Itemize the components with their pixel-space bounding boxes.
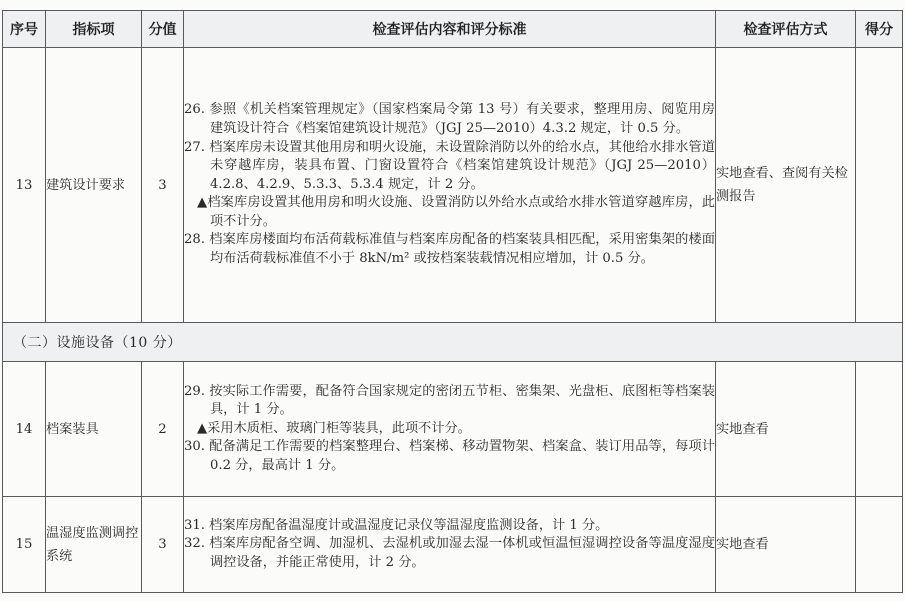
header-points: 分值 (142, 11, 184, 48)
method-cell: 实地查看 (716, 362, 856, 497)
indicator-cell: 温湿度监测调控系统 (46, 497, 142, 593)
score-cell (856, 48, 903, 323)
header-content: 检查评估内容和评分标准 (184, 11, 716, 48)
table-row (3, 497, 903, 593)
score-cell (856, 362, 903, 497)
content-cell (184, 497, 716, 593)
evaluation-table (2, 10, 903, 593)
criterion-note: ▲档案库房设置其他用房和明火设施、设置消防以外给水点或给水排水管道穿越库房，此项不计分。 (197, 195, 715, 229)
section-row (3, 323, 903, 362)
content-cell (184, 362, 716, 497)
points-cell: 3 (142, 48, 184, 323)
indicator-cell: 建筑设计要求 (46, 48, 142, 323)
score-cell (856, 497, 903, 593)
header-indicator: 指标项 (46, 11, 142, 48)
table-row (3, 48, 903, 323)
header-score: 得分 (856, 11, 903, 48)
table-row (3, 362, 903, 497)
method-cell: 实地查看、查阅有关检测报告 (716, 48, 856, 323)
row-number: 14 (3, 362, 46, 497)
table-header-row (3, 11, 903, 48)
content-cell (184, 48, 716, 323)
indicator-cell: 档案装具 (46, 362, 142, 497)
method-cell: 实地查看 (716, 497, 856, 593)
criterion-item: 26. 参照《机关档案管理规定》（国家档案局令第 13 号）有关要求，整理用房、阅览用房建筑设计符合《档案馆建筑设计规范》（JGJ 25—2010）4.3.2 规定，计 0.5 分。 (184, 102, 715, 136)
header-method: 检查评估方式 (716, 11, 856, 48)
criterion-item: 27. 档案库房未设置其他用房和明火设施，未设置除消防以外的给水点，其他给水排水管道未穿越库房，装具布置、门窗设置符合《档案馆建筑设计规范》（JGJ 25—2010）4.2.8、4.2.9、5.3.3、5.3.4 规定，计 2 分。 (184, 139, 715, 192)
criterion-item: 31. 档案库房配备温湿度计或温湿度记录仪等温湿度监测设备，计 1 分。 (184, 517, 609, 533)
row-number: 15 (3, 497, 46, 593)
criterion-item: 28. 档案库房楼面均布活荷载标准值与档案库房配备的档案装具相匹配，采用密集架的楼面均布活荷载标准值不小于 8kN/m² 或按档案装载情况相应增加，计 0.5 分。 (184, 232, 715, 267)
criterion-item: 30. 配备满足工作需要的档案整理台、档案梯、移动置物架、档案盒、装订用品等，每项计 0.2 分，最高计 1 分。 (184, 439, 715, 473)
criterion-item: 32. 档案库房配备空调、加湿机、去湿机或加湿去湿一体机或恒温恒湿调控设备等温度湿度调控设备，并能正常使用，计 2 分。 (184, 536, 715, 570)
criterion-item: 29. 按实际工作需要，配备符合国家规定的密闭五节柜、密集架、光盘柜、底图柜等档案装具，计 1 分。 (184, 383, 715, 418)
points-cell: 2 (142, 362, 184, 497)
header-no: 序号 (3, 11, 46, 48)
row-number: 13 (3, 48, 46, 323)
points-cell: 3 (142, 497, 184, 593)
criterion-note: ▲采用木质柜、玻璃门柜等装具，此项不计分。 (197, 420, 471, 436)
section-title: （二）设施设备（10 分） (3, 323, 903, 362)
